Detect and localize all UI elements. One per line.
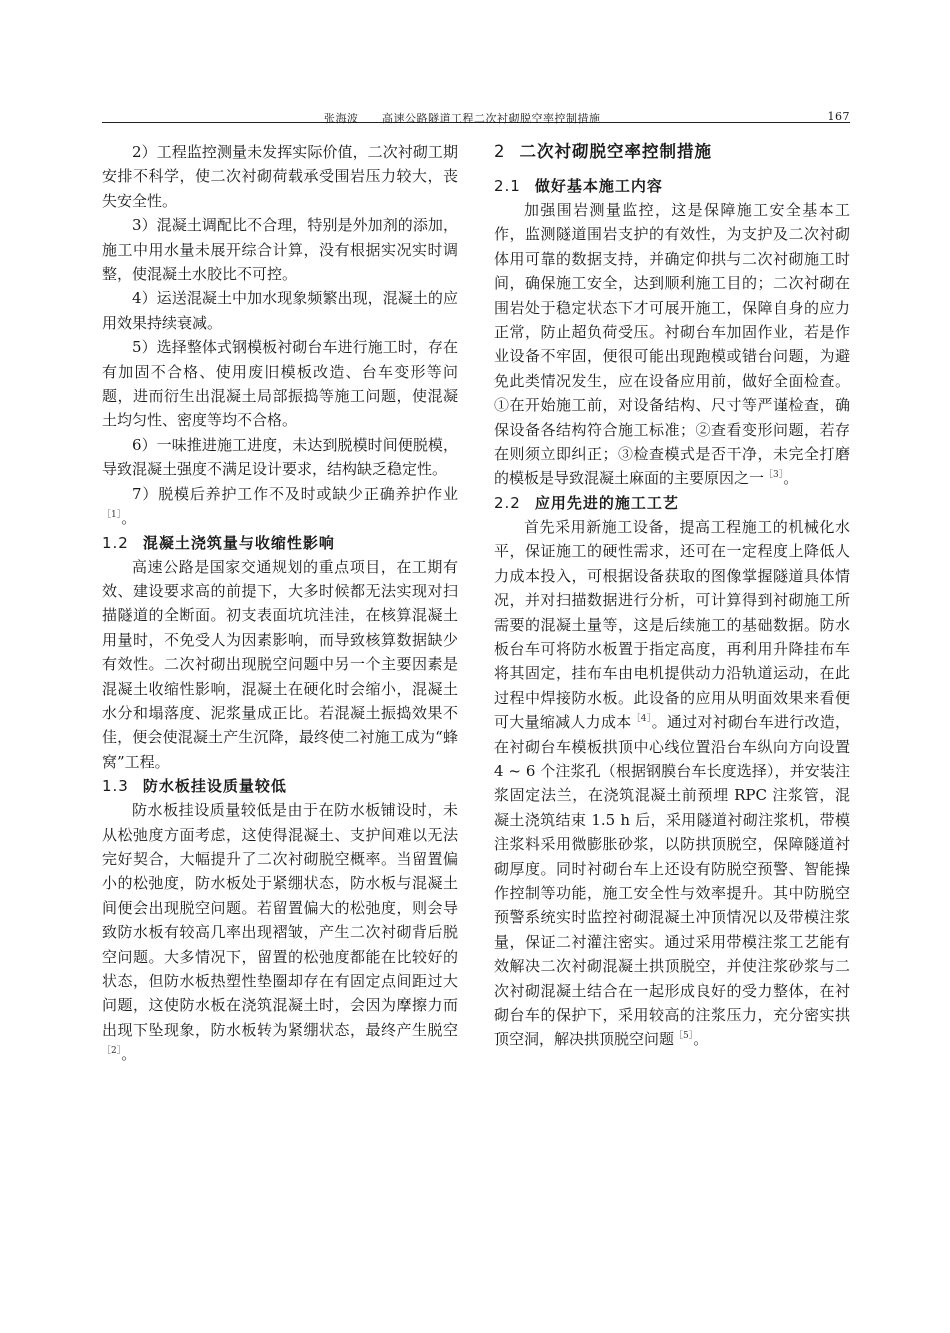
paragraph-text: 防水板挂设质量较低是由于在防水板铺设时，未从松弛度方面考虑，这使得混凝土、支护间难以无法完好契合，大幅提升了二次衬砌脱空概率。当留置偏小的松弛度，防水板处于紧绷状态，防水板与混凝土间便会出现脱空问题。若留置偏大的松弛度，则会导致防水板有较高几率出现褶皱，产生二次衬砌背后脱空问题。大多情况下，留置的松弛度都能在比较好的状态，但防水板热塑性垫圈却存在有固定点间距过大问题，这使防水板在浇筑混凝土时，会因为摩擦力而出现下坠现象，防水板转为紧绷状态，最终产生脱空 [102, 801, 458, 1039]
section-number: 2 [494, 142, 506, 161]
section-number: 2.1 [494, 177, 521, 195]
paragraph-end: 。 [783, 469, 799, 488]
paragraph [102, 798, 458, 1066]
section-heading-2 [494, 140, 850, 164]
paragraph-end: 。 [121, 509, 137, 528]
left-column [102, 140, 458, 1067]
paragraph-text: 首先采用新施工设备，提高工程施工的机械化水平，保证施工的硬性需求，还可在一定程度上降低人力成本投入，可根据设备获取的图像掌握隧道具体情况，并对扫描数据进行分析，可计算得到衬砌施工所需要的混凝土量等，这是后续施工的基础数据。防水板台车可将防水板置于指定高度，再利用升降挂布车将其固定，挂布车由电机提供动力沿轨道运动，在此过程中焊接防水板。此设备的应用从明面效果来看便可大量缩减人力成本 [494, 517, 850, 732]
page-number: 167 [827, 110, 850, 123]
section-number: 2.2 [494, 493, 521, 512]
section-title: 做好基本施工内容 [534, 177, 663, 195]
section-heading-1-3 [102, 774, 458, 798]
section-title: 二次衬砌脱空率控制措施 [519, 142, 712, 161]
paragraph-text: 7）脱模后养护工作不及时或缺少正确养护作业 [132, 484, 458, 503]
paragraph-end: 。 [693, 1030, 709, 1049]
header-title: 高速公路隧道工程二次衬砌脱空率控制措施 [382, 112, 601, 125]
section-title: 应用先进的施工工艺 [534, 493, 679, 512]
paragraph-text: 。通过对衬砌台车进行改造，在衬砌台车模板拱顶中心线位置沿台车纵向方向设置 4 ~ 6 个注浆孔（根据钢膜台车长度选择），并安装注浆固定法兰，在浇筑混凝土前预埋 RPC 注浆管，混凝土浇筑结束 1.5 h 后，采用隧道衬砌注浆机，带模注浆料采用微膨胀砂浆，以防拱顶脱空，保障隧道衬砌厚度。同时衬砌台车上还设有防脱空预警、智能操作控制等功能，施工安全性与效率提升。其中防脱空预警系统实时监控衬砌混凝土冲顶情况以及带模注浆量，保证二衬灌注密实。通过采用带模注浆工艺能有效解决二次衬砌混凝土拱顶脱空，并使注浆砂浆与二次衬砌混凝土结合在一起形成良好的受力整体，在衬砌台车的保护下，采用较高的注浆压力，充分密实拱顶空洞，解决拱顶脱空问题 [494, 713, 850, 1049]
paragraph: 高速公路是国家交通规划的重点项目，在工期有效、建设要求高的前提下，大多时候都无法实现对扫描隧道的全断面。初支表面坑坑洼洼，在核算混凝土用量时，不免受人为因素影响，而导致核算数据缺少有效性。二次衬砌出现脱空问题中另一个主要因素是混凝土收缩性影响，混凝土在硬化时会缩小，混凝土水分和塌落度、泥浆量成正比。若混凝土振捣效果不佳，便会使混凝土产生沉降，最终使二衬施工成为“蜂窝”工程。 [102, 557, 458, 771]
section-number: 1.3 [102, 777, 129, 796]
paragraph [494, 515, 850, 1052]
paragraph: 4）运送混凝土中加水现象频繁出现，混凝土的应用效果持续衰减。 [102, 289, 458, 332]
section-title: 防水板挂设质量较低 [142, 777, 287, 796]
paragraph [102, 482, 458, 531]
section-heading-2-1 [494, 174, 850, 198]
running-header [102, 100, 850, 123]
section-heading-2-2 [494, 491, 850, 515]
citation-ref[interactable]: ［5］ [674, 1031, 694, 1042]
section-heading-1-2 [102, 531, 458, 555]
citation-ref[interactable]: ［2］ [102, 1046, 122, 1057]
paragraph: 5）选择整体式钢模板衬砌台车进行施工时，存在有加固不合格、使用废旧模板改造、台车变形等问题，进而衍生出混凝土局部振捣等施工问题，使混凝土均匀性、密度等均不合格。 [102, 338, 458, 430]
paragraph: 2）工程监控测量未发挥实际价值，二次衬砌工期安排不科学，使二次衬砌荷载承受围岩压力较大，丧失安全性。 [102, 143, 458, 210]
citation-ref[interactable]: ［4］ [631, 714, 652, 725]
paragraph: 3）混凝土调配比不合理，特别是外加剂的添加，施工中用水量未展开综合计算，没有根据实况实时调整，使混凝土水胶比不可控。 [102, 216, 458, 284]
paragraph-end: 。 [121, 1045, 137, 1064]
paragraph [494, 198, 850, 491]
citation-ref[interactable]: ［1］ [102, 510, 122, 521]
header-author: 张海波 [324, 112, 359, 125]
section-title: 混凝土浇筑量与收缩性影响 [142, 533, 335, 552]
citation-ref[interactable]: ［3］ [764, 470, 784, 481]
section-number: 1.2 [102, 533, 129, 552]
paragraph: 6）一味推进施工进度，未达到脱模时间便脱模，导致混凝土强度不满足设计要求，结构缺乏稳定性。 [102, 435, 458, 479]
paragraph-text: 加强围岩测量监控，这是保障施工安全基本工作，监测隧道围岩支护的有效性，为支护及二次衬砌体用可靠的数据支持，并确定仰拱与二次衬砌施工时间，确保施工安全，达到顺利施工目的；二次衬砌在围岩处于稳定状态下才可展开施工，保障自身的应力正常，防止超负荷受压。衬砌台车加固作业，若是作业设备不牢固，便很可能出现跑模或错台问题，为避免此类情况发生，应在设备应用前，做好全面检查。①在开始施工前，对设备结构、尺寸等严谨检查，确保设备各结构符合施工标准；②查看变形问题，若存在则须立即纠正；③检查模式是否干净，未完全打磨的模板是导致混凝土麻面的主要原因之一 [494, 201, 850, 488]
right-column [494, 140, 850, 1052]
